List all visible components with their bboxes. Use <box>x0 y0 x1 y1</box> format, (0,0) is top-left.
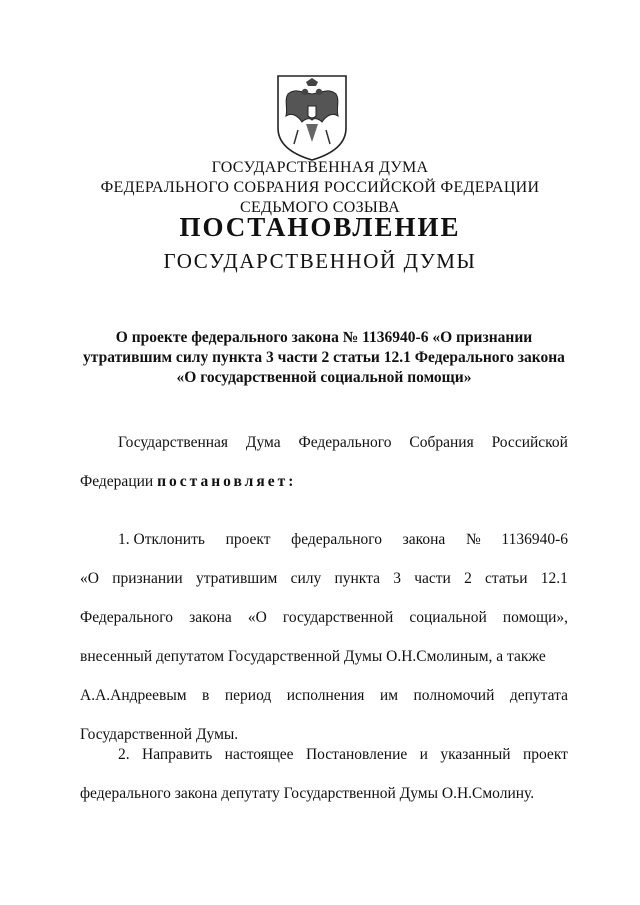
subject-line-3: «О государственной социальной помощи» <box>176 369 472 386</box>
word: Российской <box>491 434 568 451</box>
word: А.А.Андреевым <box>80 687 187 704</box>
word: силу <box>290 570 322 587</box>
preamble-paragraph <box>80 423 568 501</box>
word: государственной <box>282 609 394 626</box>
word: 2 <box>464 570 472 587</box>
word: период <box>224 687 272 704</box>
word: Федерального <box>80 609 174 626</box>
word: Постановление <box>305 746 408 763</box>
decree-subtitle: ГОСУДАРСТВЕННОЙ ДУМЫ <box>163 249 477 273</box>
word: закона <box>189 609 232 626</box>
word: «О <box>247 609 267 626</box>
word: указанный <box>440 746 511 763</box>
item-1-line-3 <box>80 598 568 637</box>
word: Государственная <box>118 434 229 451</box>
word: социальной <box>409 609 487 626</box>
word: им <box>379 687 399 704</box>
item-1-line-1 <box>80 520 568 559</box>
item-1-paragraph <box>80 520 568 754</box>
state-emblem <box>272 72 352 162</box>
resolves-word: постановляет: <box>157 473 297 490</box>
issuer-header <box>0 158 640 218</box>
word: статьи <box>485 570 528 587</box>
word: 1. Отклонить <box>118 531 205 548</box>
word: в <box>202 687 210 704</box>
preamble-line-2-start: Федерации <box>80 473 158 490</box>
word: 1136940-6 <box>501 531 568 548</box>
item-2-paragraph <box>80 735 568 813</box>
word: Направить <box>142 746 213 763</box>
double-headed-eagle-icon <box>272 72 352 162</box>
word: полномочий <box>413 687 495 704</box>
word: проект <box>522 746 568 763</box>
word: закона <box>402 531 446 548</box>
item-1-line-2 <box>80 559 568 598</box>
decree-title: ПОСТАНОВЛЕНИЕ <box>179 212 461 242</box>
word: 2. <box>118 746 130 763</box>
item-2-line-2: федерального закона депутату Государственной Думы О.Н.Смолину. <box>80 785 535 802</box>
word: части <box>414 570 451 587</box>
item-1-line-6: Государственной Думы. <box>80 726 239 743</box>
word: Дума <box>245 434 281 451</box>
header-line-1: ГОСУДАРСТВЕННАЯ ДУМА <box>211 159 429 176</box>
item-2-line-1 <box>80 735 568 774</box>
item-1-line-4: внесенный депутатом Государственной Думы О.Н.Смолиным, а также <box>80 648 546 665</box>
preamble-line-2 <box>80 462 568 501</box>
header-line-3: СЕДЬМОГО СОЗЫВА <box>239 199 400 216</box>
item-1-line-5 <box>80 676 568 715</box>
word: утратившим <box>195 570 278 587</box>
word: проект <box>225 531 271 548</box>
word: 12.1 <box>540 570 568 587</box>
word: и <box>419 746 428 763</box>
word: № <box>465 531 481 548</box>
subject-line-2: утратившим силу пункта 3 части 2 статьи 12.1 Федерального закона <box>83 349 565 366</box>
word: федерального <box>291 531 382 548</box>
word: «О <box>80 570 99 587</box>
word: депутата <box>509 687 568 704</box>
word: Собрания <box>409 434 474 451</box>
word: Федерального <box>298 434 392 451</box>
header-line-2: ФЕДЕРАЛЬНОГО СОБРАНИЯ РОССИЙСКОЙ ФЕДЕРАЦИИ <box>100 179 540 196</box>
word: помощи», <box>502 609 568 626</box>
word: признании <box>112 570 183 587</box>
word: пункта <box>334 570 380 587</box>
decree-subject <box>80 328 568 388</box>
preamble-line-1 <box>80 423 568 462</box>
word: настоящее <box>224 746 294 763</box>
subject-line-1: О проекте федерального закона № 1136940-6 «О признании <box>115 329 533 346</box>
word: исполнения <box>286 687 365 704</box>
word: 3 <box>393 570 401 587</box>
